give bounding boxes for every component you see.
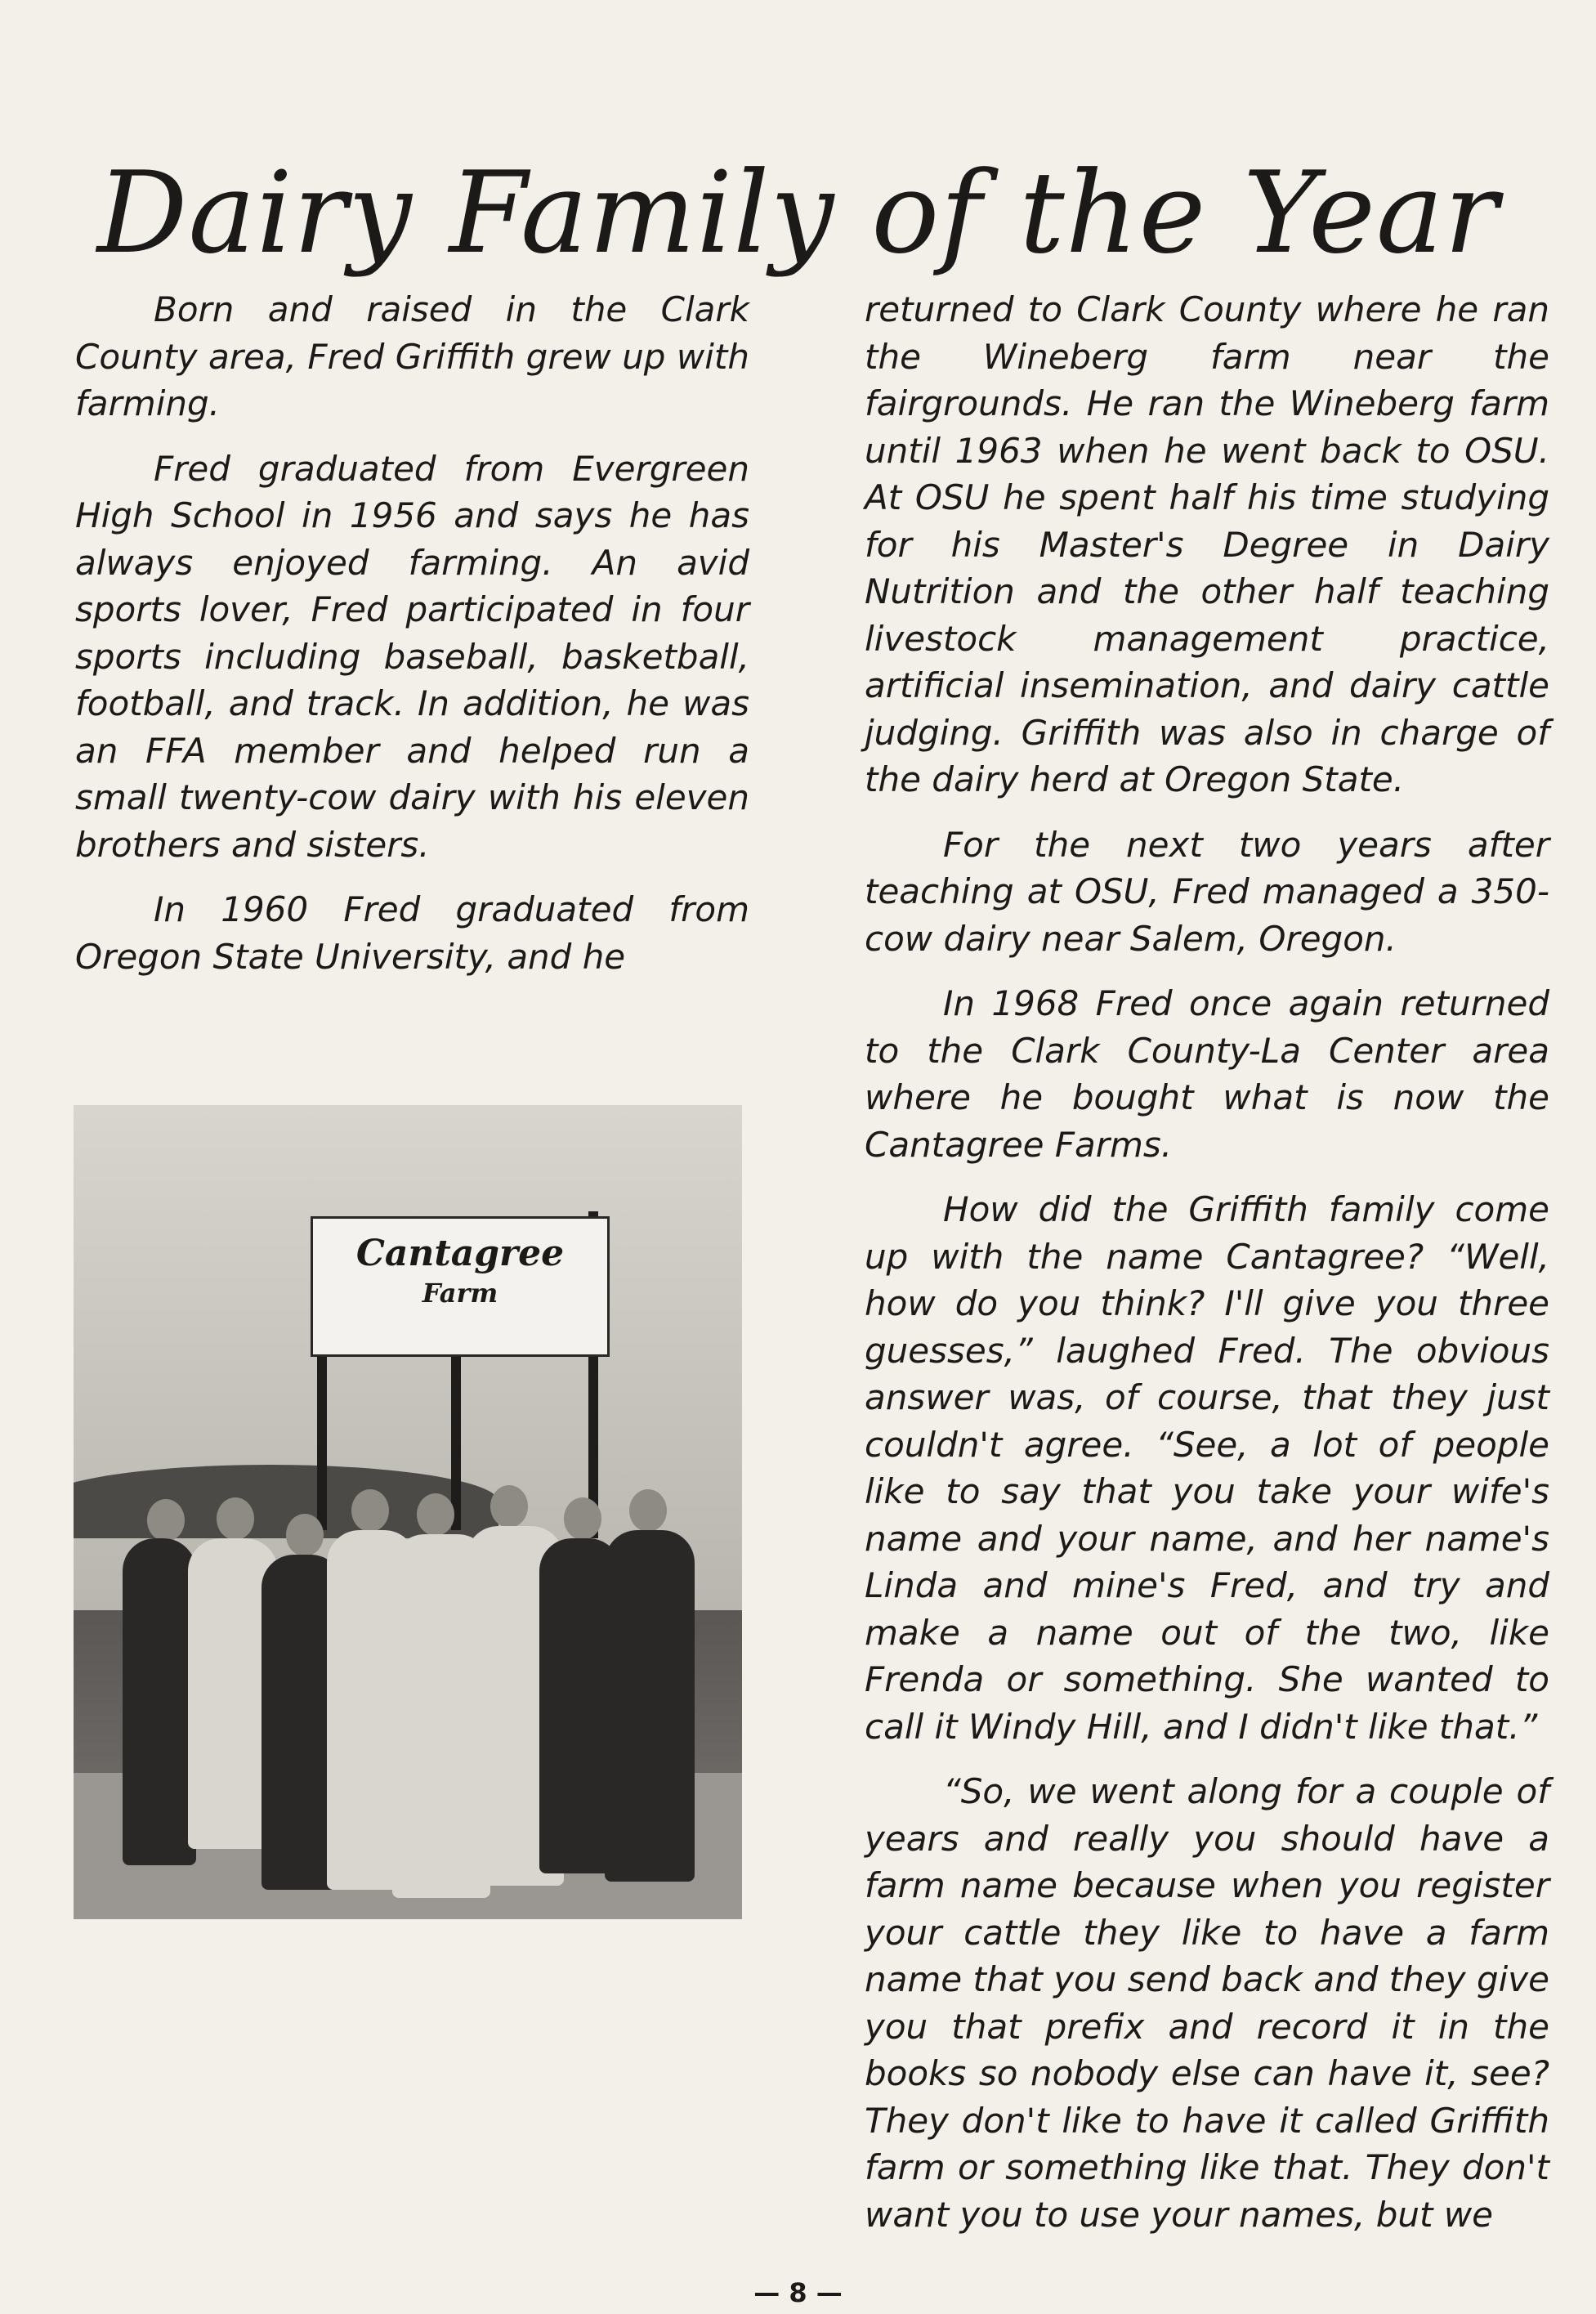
person	[123, 1538, 196, 1865]
person-head	[417, 1493, 454, 1536]
person-head	[286, 1514, 324, 1556]
page-number: — 8 —	[753, 2277, 843, 2308]
person-head	[147, 1499, 185, 1542]
left-column	[75, 286, 749, 998]
person-head	[629, 1489, 667, 1532]
paragraph: How did the Griffith family come up with the name Cantagree? “Well, how do you think? I'll give you three guesses,” laughed Fred. The obvious answer was, of course, that they just couldn't agree. “See, a lot of people like to say that you take your wife's name and your name, and her name's Linda and mine's Fred, and try and make a name out of the two, like Frenda or something. She wanted to call it Windy Hill, and I didn't like that.”	[865, 1189, 1549, 1747]
sign-line: Cantagree	[355, 1233, 565, 1274]
right-column	[865, 286, 1549, 2256]
paragraph: Fred graduated from Evergreen High School in 1956 and says he has always enjoyed farming. An avid sports lover, Fred participated in four sports including baseball, basketball, football, and track. In addition, he was an FFA member and helped run a small twenty-cow dairy with his eleven brothers and sisters.	[75, 448, 749, 865]
person	[605, 1530, 695, 1882]
page-title: Dairy Family of the Year	[96, 147, 1500, 280]
farm-sign	[311, 1216, 610, 1357]
sign-post	[451, 1342, 461, 1530]
paragraph: “So, we went along for a couple of years and really you should have a farm name because when you register your cattle they like to have a farm name that you send back and they give you that prefix and record it in the books so nobody else can have it, see? They don't like to have it called Griffith farm or something like that. They don't want you to use your names, but we	[865, 1771, 1549, 2235]
person-head	[490, 1485, 528, 1528]
person-head	[564, 1497, 601, 1540]
paragraph: Born and raised in the Clark County area, Fred Griffith grew up with farming.	[75, 289, 749, 423]
sign-line: Farm	[422, 1278, 498, 1309]
paragraph: In 1960 Fred graduated from Oregon State University, and he	[75, 889, 749, 977]
family-photo	[74, 1105, 742, 1919]
person-head	[351, 1489, 389, 1532]
paragraph: returned to Clark County where he ran the Wineberg farm near the fairgrounds. He ran the Wineberg farm until 1963 when he went back to OSU. At OSU he spent half his time studying for his Master's Degree in Dairy Nutrition and the other half teaching livestock management practice, artificial insemination, and dairy cattle judging. Griffith was also in charge of the dairy herd at Oregon State.	[865, 289, 1549, 799]
paragraph: In 1968 Fred once again returned to the Clark County-La Center area where he bought what is now the Cantagree Farms.	[865, 983, 1549, 1165]
paragraph: For the next two years after teaching at OSU, Fred managed a 350-cow dairy near Salem, Oregon.	[865, 824, 1549, 959]
person-head	[217, 1497, 254, 1540]
